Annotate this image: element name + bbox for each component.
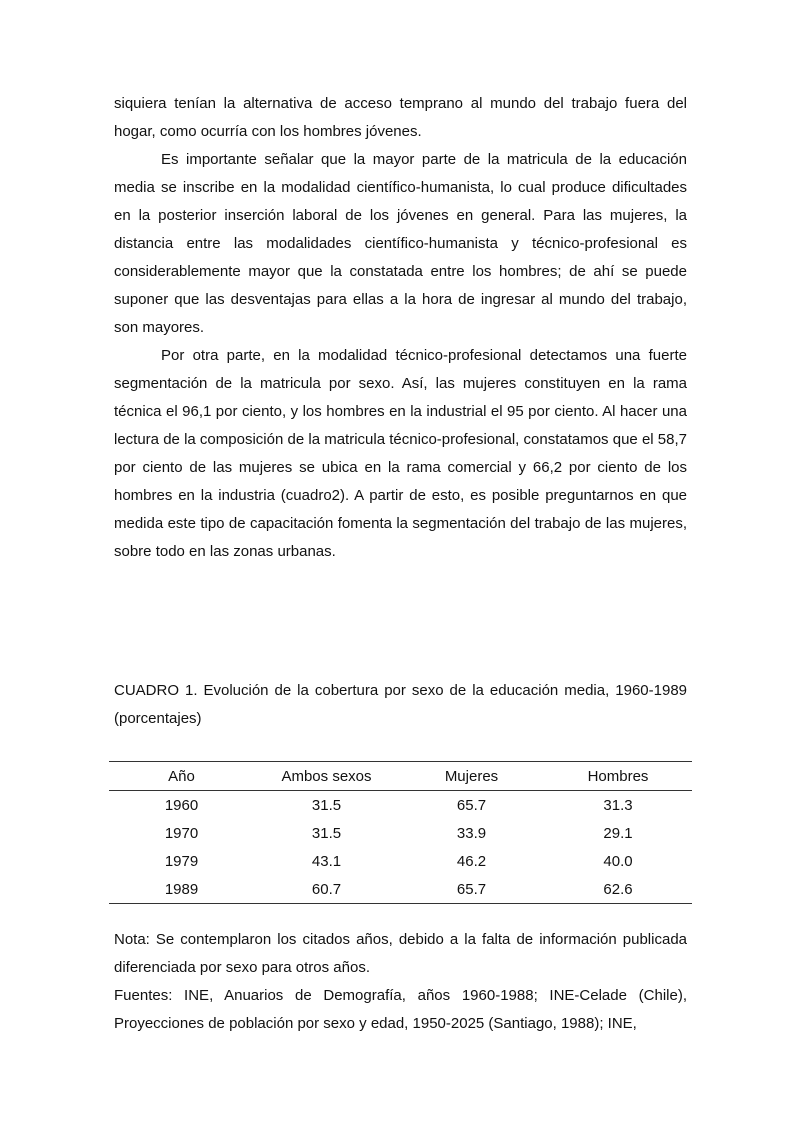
- header-year: Año: [109, 762, 254, 791]
- cell-women: 46.2: [456, 852, 487, 870]
- paragraph-3: Por otra parte, en la modalidad técnico-profesional detectamos una fuerte segmentación de la matricula por sexo. Así, las mujeres constituyen en la rama técnica el 96,1 por ciento, y los hombres en la industrial el 95 por ciento. Al hacer una lectura de la composición de la matricula técnico-profesional, constatamos que el 58,7 por ciento de las mujeres se ubica en la rama comercial y 66,2 por ciento de los hombres en la industria (cuadro2). A partir de esto, es posible preguntarnos en que medida este tipo de capacitación fomenta la segmentación del trabajo de las mujeres, sobre todo en las zonas urbanas.: [114, 347, 687, 560]
- cell-year: 1989: [109, 875, 254, 904]
- sources-text: Fuentes: INE, Anuarios de Demografía, años 1960-1988; INE-Celade (Chile), Proyecciones de población por sexo y edad, 1950-2025 (Santiago, 1988); INE,: [114, 987, 687, 1032]
- cell-both: 31.5: [311, 796, 342, 814]
- cell-women: 65.7: [456, 796, 487, 814]
- cell-both: 60.7: [254, 875, 399, 904]
- cell-both: 31.5: [311, 824, 342, 842]
- table-row: [109, 819, 692, 847]
- cell-men: 31.3: [603, 796, 633, 814]
- table-row: [109, 791, 692, 820]
- cell-year: 1979: [164, 852, 199, 870]
- note-text: Nota: Se contemplaron los citados años, debido a la falta de información publicada diferenciada por sexo para otros años.: [114, 931, 687, 976]
- cell-women: 65.7: [399, 875, 544, 904]
- header-men: Hombres: [544, 762, 692, 791]
- cell-men: 29.1: [603, 824, 633, 842]
- coverage-table: [109, 761, 692, 904]
- table-header-row: [109, 762, 692, 791]
- paragraph-2: Es importante señalar que la mayor parte de la matricula de la educación media se inscribe en la modalidad científico-humanista, lo cual produce dificultades en la posterior inserción laboral de los jóvenes en general. Para las mujeres, la distancia entre las modalidades científico-humanista y técnico-profesional es considerablemente mayor que la constatada entre los hombres; de ahí se puede suponer que las desventajas para ellas a la hora de ingresar al mundo del trabajo, son mayores.: [114, 151, 687, 336]
- cell-both: 43.1: [311, 852, 342, 870]
- table-notes: [114, 926, 687, 1038]
- header-both-sexes: Ambos sexos: [254, 762, 399, 791]
- document-page: [114, 90, 687, 1032]
- table-row: [109, 847, 692, 875]
- table-caption: CUADRO 1. Evolución de la cobertura por sexo de la educación media, 1960-1989 (porcentajes): [114, 682, 687, 727]
- cell-year: 1970: [164, 824, 199, 842]
- header-women: Mujeres: [399, 762, 544, 791]
- cell-year: 1960: [164, 796, 199, 814]
- cell-men: 62.6: [544, 875, 692, 904]
- paragraph-1: siquiera tenían la alternativa de acceso temprano al mundo del trabajo fuera del hogar, como ocurría con los hombres jóvenes.: [114, 95, 687, 140]
- table-row: [109, 875, 692, 904]
- cell-men: 40.0: [603, 852, 633, 870]
- cell-women: 33.9: [456, 824, 487, 842]
